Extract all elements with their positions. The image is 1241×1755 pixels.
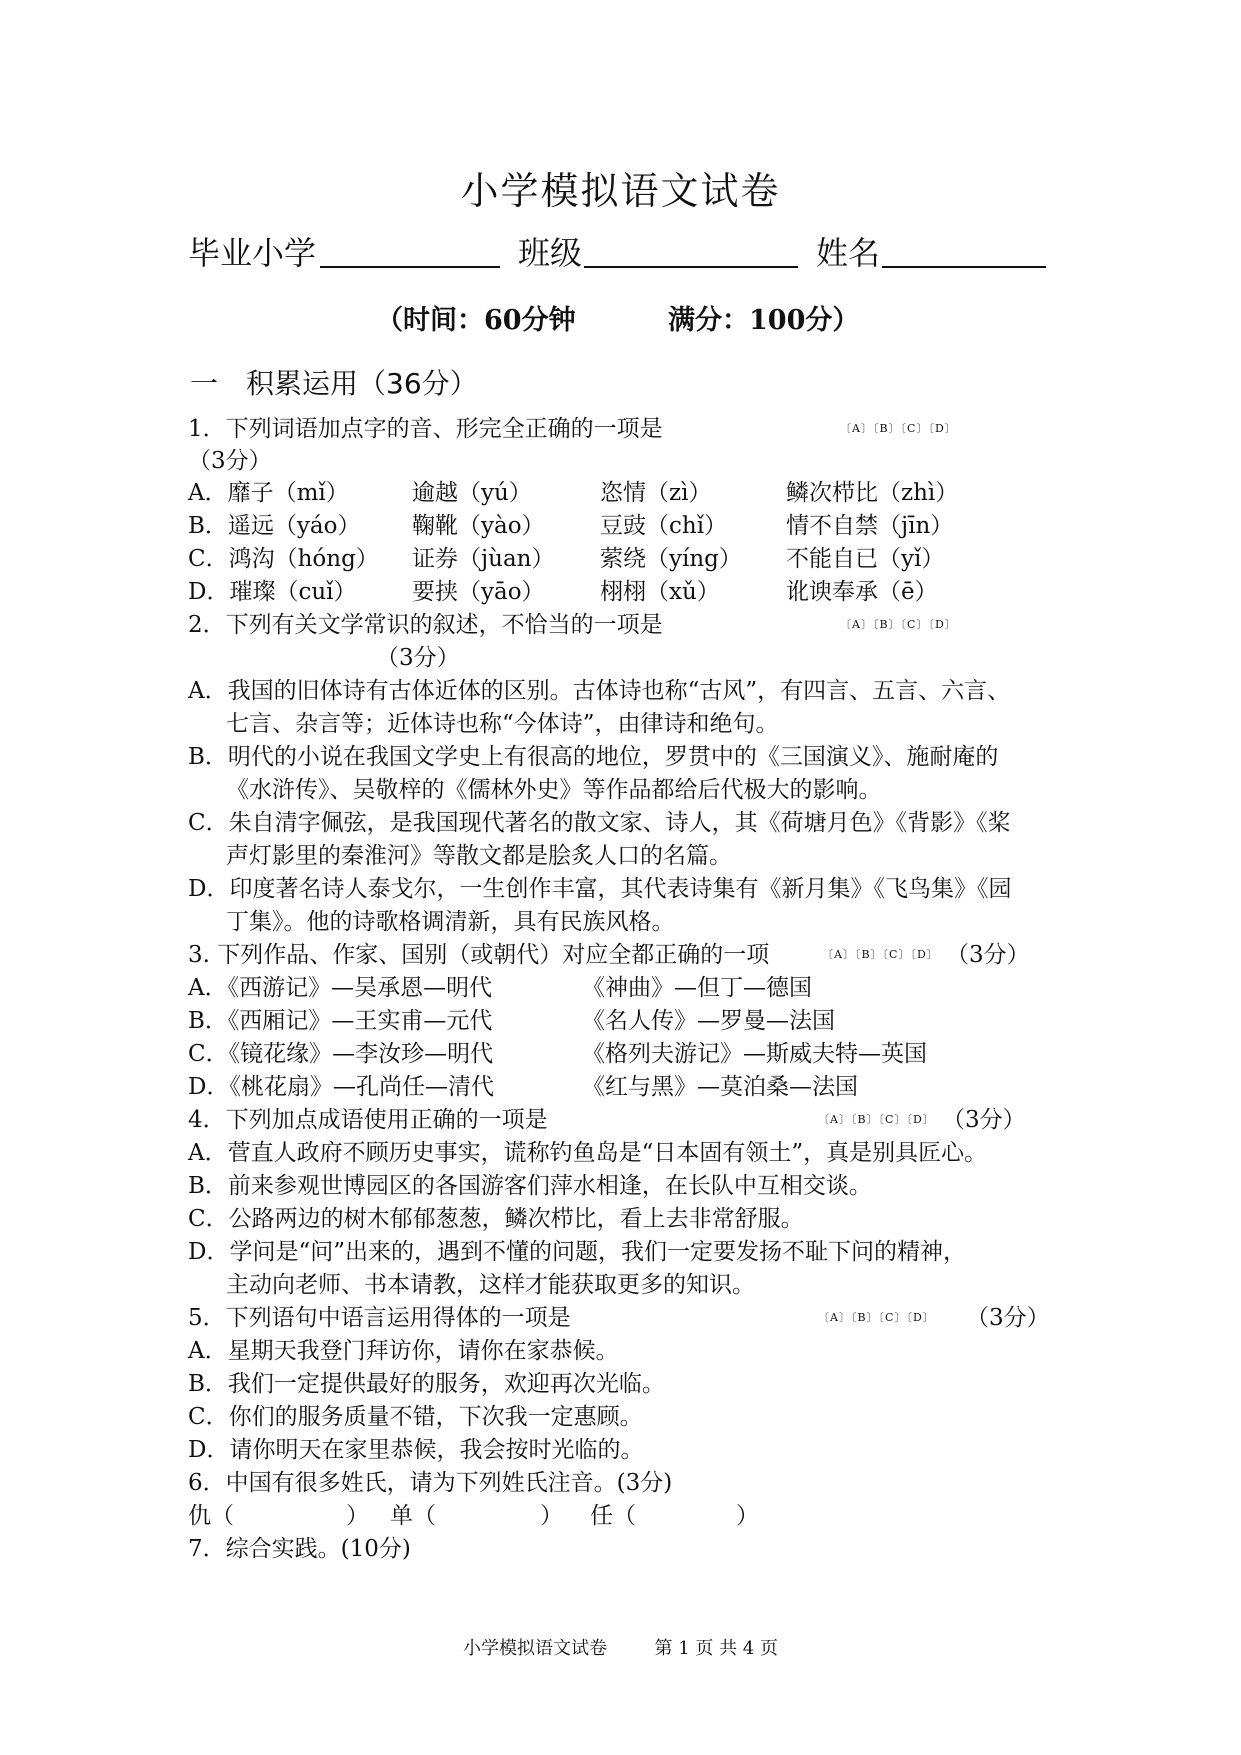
q5-option-b: B．我们一定提供最好的服务，欢迎再次光临。 (188, 1371, 665, 1397)
q1-row-b-4: 情不自禁（jīn） (786, 513, 954, 539)
q3-row-c-2: 《格列夫游记》—斯威夫特—英国 (582, 1041, 927, 1067)
q5-points: （3分） (966, 1305, 1050, 1331)
q3-row-d-2: 《红与黑》—莫泊桑—法国 (582, 1074, 858, 1100)
q1-row-b-3: 豆豉（chǐ） (600, 513, 728, 539)
class-label: 班级 (518, 234, 583, 272)
q2-option-b-line1: B．明代的小说在我国文学史上有很高的地位，罗贯中的《三国演义》、施耐庵的 (188, 744, 999, 770)
q1-row-c-2: 证券（jùan） (412, 546, 555, 572)
q2-option-d-line2: 丁集》。他的诗歌格调清新，具有民族风格。 (226, 909, 675, 935)
school-blank (320, 266, 500, 268)
q6-item-3-open: 任（ (590, 1503, 636, 1529)
q2-option-c-line1: C．朱自清字佩弦，是我国现代著名的散文家、诗人，其《荷塘月色》《背影》《桨 (188, 810, 1011, 836)
q2-option-a-line1: A．我国的旧体诗有古体近体的区别。古体诗也称“古风”，有四言、五言、六言、 (188, 678, 1011, 704)
q2-stem: 2．下列有关文学常识的叙述，不恰当的一项是 (188, 612, 663, 638)
q3-row-a-1: A．《西游记》—吴承恩—明代 (188, 975, 493, 1001)
q2-option-b-line2: 《水浒传》、吴敬梓的《儒林外史》等作品都给后代极大的影响。 (226, 777, 882, 803)
q3-row-a-2: 《神曲》—但丁—德国 (582, 975, 812, 1001)
q1-row-a-2: 逾越（yú） (412, 480, 532, 506)
q4-points: （3分） (942, 1107, 1026, 1133)
q1-row-c-4: 不能自已（yǐ） (786, 546, 945, 572)
q1-row-a-1: A．靡子（mǐ） (188, 480, 349, 506)
q4-option-marks: 〔A〕〔B〕〔C〕〔D〕 (818, 1113, 935, 1126)
name-blank (882, 266, 1046, 268)
q4-option-a: A．菅直人政府不顾历史事实，谎称钓鱼岛是“日本固有领土”，真是别具匠心。 (188, 1140, 988, 1166)
q4-option-d-line2: 主动向老师、书本请教，这样才能获取更多的知识。 (226, 1272, 755, 1298)
q1-row-b-2: 鞠靴（yào） (412, 513, 545, 539)
q4-option-c: C．公路两边的树木郁郁葱葱，鳞次栉比，看上去非常舒服。 (188, 1206, 804, 1232)
exam-score: 满分：100分） (668, 305, 860, 336)
q2-option-a-line2: 七言、杂言等；近体诗也称“今体诗”，由律诗和绝句。 (226, 711, 779, 737)
q6-item-2-open: 单（ (390, 1503, 436, 1529)
q1-row-d-1: D．璀璨（cuǐ） (188, 579, 357, 605)
q3-stem: 3. 下列作品、作家、国别（或朝代）对应全都正确的一项 (188, 942, 770, 968)
q1-row-a-3: 恣情（zì） (600, 480, 712, 506)
section-heading: 一 积累运用（36分） (190, 367, 478, 400)
q3-row-d-1: D．《桃花扇》—孔尚任—清代 (188, 1074, 494, 1100)
q7-stem: 7．综合实践。(10分) (188, 1536, 411, 1562)
q2-option-c-line2: 声灯影里的秦淮河》等散文都是脍炙人口的名篇。 (226, 843, 732, 869)
q5-option-c: C．你们的服务质量不错，下次我一定惠顾。 (188, 1404, 643, 1430)
q1-stem: 1．下列词语加点字的音、形完全正确的一项是 (188, 416, 663, 442)
q3-option-marks: 〔A〕〔B〕〔C〕〔D〕 (822, 948, 939, 961)
q2-option-marks: 〔A〕〔B〕〔C〕〔D〕 (840, 618, 957, 631)
q2-points: （3分） (376, 645, 460, 671)
q2-option-d-line1: D．印度著名诗人泰戈尔，一生创作丰富，其代表诗集有《新月集》《飞鸟集》《园 (188, 876, 1012, 902)
page-footer (0, 1634, 1241, 1660)
q5-option-a: A．星期天我登门拜访你，请你在家恭候。 (188, 1338, 619, 1364)
q3-row-b-1: B．《西厢记》—王实甫—元代 (188, 1008, 493, 1034)
q5-stem: 5．下列语句中语言运用得体的一项是 (188, 1305, 571, 1331)
q5-option-marks: 〔A〕〔B〕〔C〕〔D〕 (818, 1311, 935, 1324)
q1-option-marks: 〔A〕〔B〕〔C〕〔D〕 (840, 422, 957, 435)
school-label: 毕业小学 (188, 234, 317, 272)
q6-item-1-open: 仇（ (188, 1503, 234, 1529)
q6-stem: 6．中国有很多姓氏，请为下列姓氏注音。(3分) (188, 1470, 673, 1496)
q1-row-c-1: C．鸿沟（hóng） (188, 546, 379, 572)
footer-title: 小学模拟语文试卷 (463, 1638, 607, 1659)
q3-row-b-2: 《名人传》—罗曼—法国 (582, 1008, 835, 1034)
q3-row-c-1: C．《镜花缘》—李汝珍—明代 (188, 1041, 494, 1067)
page-title: 小学模拟语文试卷 (460, 169, 781, 213)
q1-row-c-3: 萦绕（yíng） (600, 546, 742, 572)
q1-points: （3分） (188, 448, 272, 474)
q1-row-d-3: 栩栩（xǔ） (600, 579, 720, 605)
q4-stem: 4．下列加点成语使用正确的一项是 (188, 1107, 548, 1133)
q1-row-a-4: 鳞次栉比（zhì） (786, 480, 959, 506)
q6-item-3-close: ） (736, 1503, 759, 1529)
q3-points: （3分） (946, 942, 1030, 968)
class-blank (584, 266, 798, 268)
q6-item-2-close: ） (540, 1503, 563, 1529)
q1-row-d-4: 讹谀奉承（ē） (786, 579, 938, 605)
q6-item-1-close: ） (346, 1503, 369, 1529)
name-label: 姓名 (816, 234, 881, 272)
q5-option-d: D．请你明天在家里恭候，我会按时光临的。 (188, 1437, 644, 1463)
q1-row-d-2: 要挟（yāo） (412, 579, 545, 605)
q1-row-b-1: B．遥远（yáo） (188, 513, 361, 539)
footer-page-number: 第 1 页 共 4 页 (654, 1638, 778, 1659)
q4-option-d-line1: D．学问是“问”出来的，遇到不懂的问题，我们一定要发扬不耻下问的精神， (188, 1239, 966, 1265)
q4-option-b: B．前来参观世博园区的各国游客们萍水相逢，在长队中互相交谈。 (188, 1173, 872, 1199)
exam-time: （时间：60分钟 (376, 305, 576, 336)
